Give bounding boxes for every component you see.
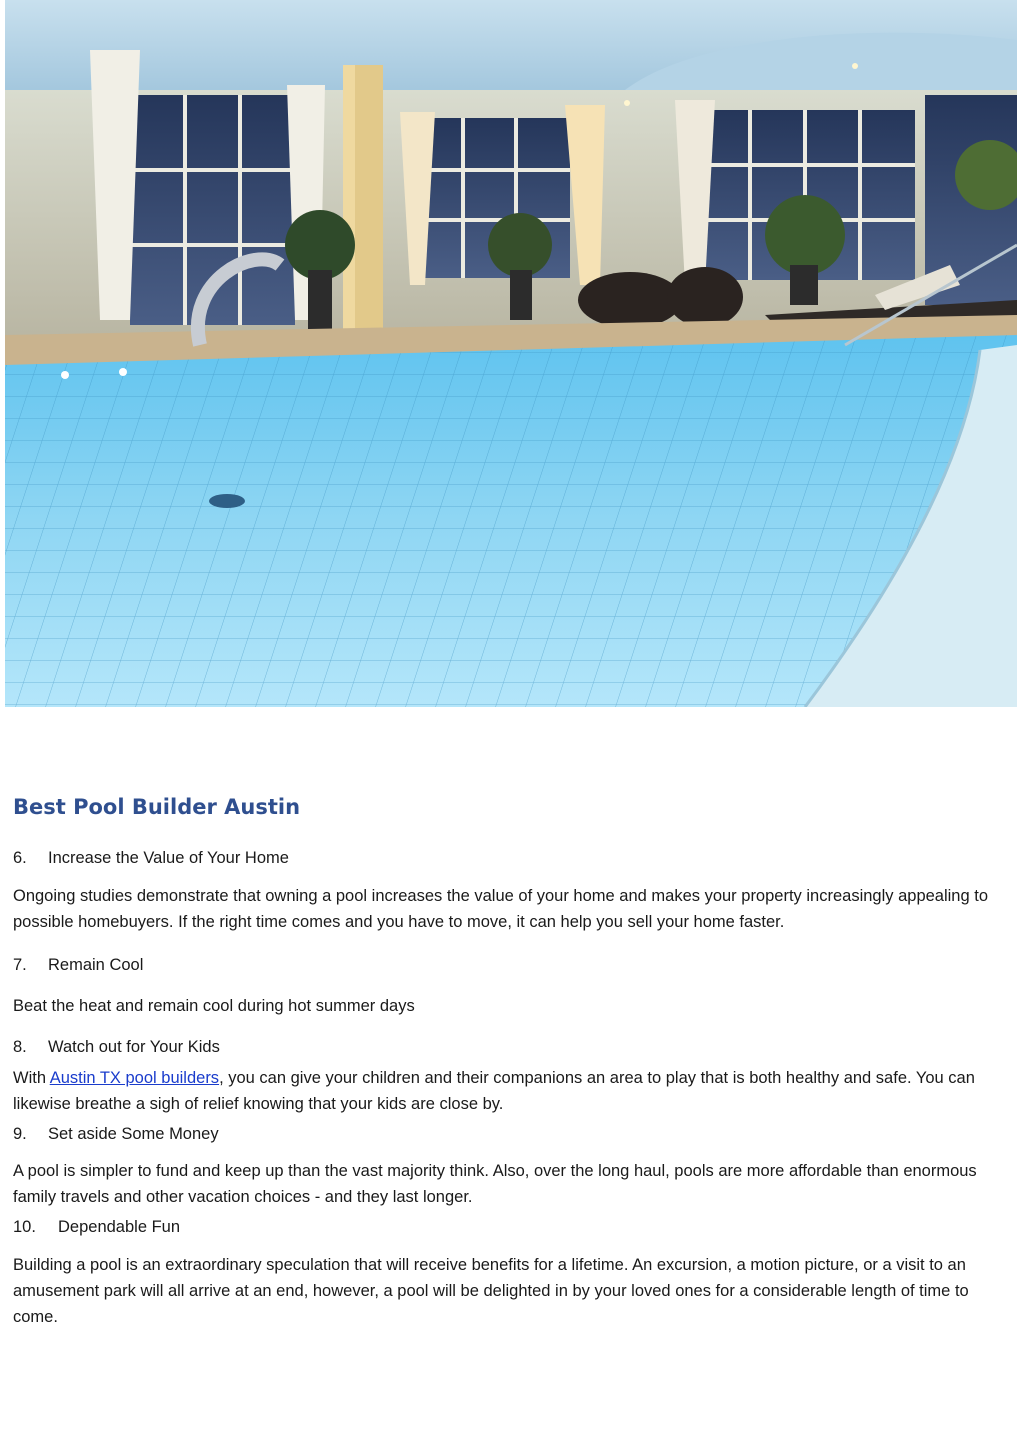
list-item-heading bbox=[13, 952, 143, 978]
list-item-heading bbox=[13, 1121, 219, 1147]
list-item-heading bbox=[13, 845, 289, 871]
hero-image bbox=[5, 0, 1017, 707]
austin-pool-builders-link[interactable]: Austin TX pool builders bbox=[49, 1069, 220, 1087]
paragraph-text: , you can give your children and their companions an area to play that is both healthy and safe. You can likewise breathe a sigh of relief knowing that your kids are close by. bbox=[13, 1069, 975, 1113]
list-item-heading bbox=[13, 1034, 220, 1060]
paragraph: Building a pool is an extraordinary speculation that will receive benefits for a lifetime. An excursion, a motion picture, or a visit to an amusement park will all arrive at an end, however, a pool will be delighted in by your loved ones for a considerable length of time to come. bbox=[13, 1256, 969, 1326]
item-number: 10. bbox=[13, 1218, 36, 1236]
indoor-pool-photo-icon bbox=[5, 0, 1017, 707]
paragraph: Ongoing studies demonstrate that owning a pool increases the value of your home and makes your property increasingly appealing to possible homebuyers. If the right time comes and you have to move, it can help you sell your home faster. bbox=[13, 887, 988, 931]
list-item-heading bbox=[13, 1214, 180, 1240]
paragraph: A pool is simpler to fund and keep up than the vast majority think. Also, over the long haul, pools are more affordable than enormous family travels and other vacation choices - and they last longer. bbox=[13, 1162, 977, 1206]
paragraph: Beat the heat and remain cool during hot summer days bbox=[13, 997, 415, 1015]
paragraph bbox=[13, 1065, 1003, 1117]
item-number: 8. bbox=[13, 1038, 27, 1056]
item-title: Set aside Some Money bbox=[48, 1125, 219, 1143]
paragraph-text: With bbox=[13, 1069, 50, 1087]
item-title: Increase the Value of Your Home bbox=[48, 849, 289, 867]
item-number: 7. bbox=[13, 956, 27, 974]
item-title: Watch out for Your Kids bbox=[48, 1038, 220, 1056]
item-title: Remain Cool bbox=[48, 956, 144, 974]
item-number: 6. bbox=[13, 849, 27, 867]
page-title: Best Pool Builder Austin bbox=[13, 795, 301, 819]
item-number: 9. bbox=[13, 1125, 27, 1143]
item-title: Dependable Fun bbox=[58, 1218, 181, 1236]
